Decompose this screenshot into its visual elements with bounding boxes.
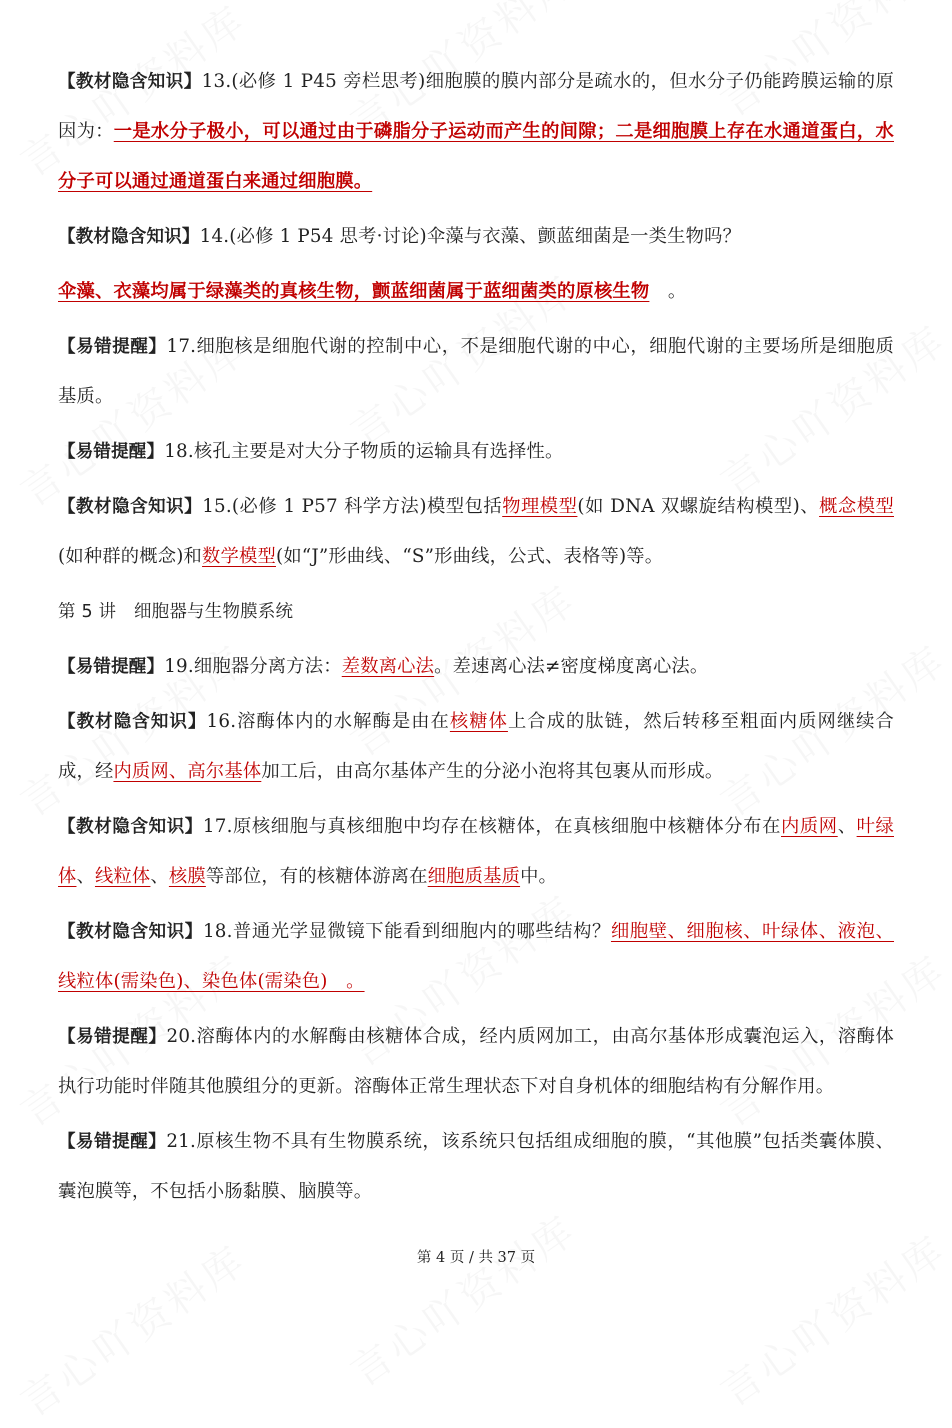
body-text: (如“J”形曲线、“S”形曲线，公式、表格等)等。 (275, 546, 664, 567)
tag-label: 【教材隐含知识】 (58, 712, 207, 732)
answer-text: 细胞壁、细胞核、叶绿体、液泡、线粒体(需染色)、染色体(需染色) 。 (58, 921, 895, 992)
answer-text: 伞藻、衣藻均属于绿藻类的真核生物，颤蓝细菌属于蓝细菌类的原核生物 (58, 281, 650, 302)
body-text: 、 (76, 866, 95, 887)
tag-label: 【教材隐含知识】 (58, 227, 200, 247)
tag-label: 【易错提醒】 (58, 657, 165, 677)
document-body (58, 57, 894, 1222)
body-text: 16.溶酶体内的水解酶是由在 (206, 711, 450, 732)
tag-label: 【教材隐含知识】 (58, 72, 202, 92)
paragraph (58, 322, 894, 422)
tag-label: 【易错提醒】 (58, 1132, 167, 1152)
answer-text: 一是水分子极小，可以通过由于磷脂分子运动而产生的间隙；二是细胞膜上存在水通道蛋白，水分子可以通过通道蛋白来通过细胞膜。 (58, 121, 894, 192)
answer-text: 概念模型 (819, 496, 894, 517)
paragraph (58, 57, 894, 207)
paragraph (58, 427, 894, 477)
answer-text: 核糖体 (449, 711, 508, 732)
body-text: 15.(必修 1 P57 科学方法)模型包括 (202, 496, 503, 517)
body-text: 14.(必修 1 P54 思考·讨论)伞藻与衣藻、颤蓝细菌是一类生物吗？ (199, 226, 742, 247)
answer-text: 物理模型 (502, 496, 578, 517)
tag-label: 【教材隐含知识】 (58, 497, 203, 517)
tag-label: 【教材隐含知识】 (58, 817, 203, 837)
answer-text: 数学模型 (202, 546, 276, 567)
section-heading (58, 587, 894, 637)
body-text: 21.原核生物不具有生物膜系统，该系统只包括组成细胞的膜，“其他膜”包括类囊体膜、囊泡膜等，不包括小肠黏膜、脑膜等。 (58, 1131, 894, 1202)
answer-text: 差数离心法 (341, 656, 435, 677)
body-text: 20.溶酶体内的水解酶由核糖体合成，经内质网加工，由高尔基体形成囊泡运入，溶酶体执行功能时伴随其他膜组分的更新。溶酶体正常生理状态下对自身机体的细胞结构有分解作用。 (58, 1026, 894, 1097)
body-text: 17.细胞核是细胞代谢的控制中心，不是细胞代谢的中心，细胞代谢的主要场所是细胞质基质。 (58, 336, 894, 407)
body-text: 18.核孔主要是对大分子物质的运输具有选择性。 (164, 441, 564, 462)
paragraph (58, 907, 894, 1007)
answer-text: 叶绿体 (58, 816, 894, 887)
paragraph (58, 482, 894, 582)
paragraph (58, 802, 894, 902)
body-text: 、 (150, 866, 169, 887)
body-text: 13.(必修 1 P45 旁栏思考)细胞膜的膜内部分是疏水的，但水分子仍能跨膜运输的原因为： (58, 71, 894, 142)
heading-text: 第 5 讲 细胞器与生物膜系统 (58, 602, 294, 622)
paragraph (58, 267, 894, 317)
answer-text: 内质网、高尔基体 (113, 761, 262, 782)
watermark (338, 1199, 587, 1397)
body-text: (如种群的概念)和 (58, 546, 203, 567)
body-text: 等部位，有的核糖体游离在 (205, 866, 428, 887)
paragraph (58, 1117, 894, 1217)
body-text: 加工后，由高尔基体产生的分泌小泡将其包裹从而形成。 (261, 761, 724, 782)
tag-label: 【易错提醒】 (58, 1027, 167, 1047)
tag-label: 【易错提醒】 (58, 337, 167, 357)
paragraph (58, 212, 894, 262)
body-text: 、 (837, 816, 857, 837)
paragraph (58, 1012, 894, 1112)
body-text: 。 (649, 281, 687, 302)
paragraph (58, 642, 894, 692)
answer-text: 内质网 (781, 816, 838, 837)
tag-label: 【易错提醒】 (58, 442, 165, 462)
body-text: 19.细胞器分离方法： (164, 656, 342, 677)
answer-text: 细胞质基质 (427, 866, 521, 887)
paragraph (58, 697, 894, 797)
answer-text: 线粒体 (94, 866, 151, 887)
body-text: 中。 (520, 866, 558, 887)
answer-text: 核膜 (168, 866, 206, 887)
body-text: 上合成的肽链，然后转移至粗面内质网继续合成，经 (58, 711, 895, 782)
body-text: (如 DNA 双螺旋结构模型)、 (577, 496, 820, 517)
tag-label: 【教材隐含知识】 (58, 922, 203, 942)
body-text: 17.原核细胞与真核细胞中均存在核糖体，在真核细胞中核糖体分布在 (202, 816, 781, 837)
body-text: 。差速离心法≠密度梯度离心法。 (434, 656, 709, 677)
page-footer: 第 4 页 / 共 37 页 (416, 1250, 536, 1266)
body-text: 18.普通光学显微镜下能看到细胞内的哪些结构？ (202, 921, 611, 942)
